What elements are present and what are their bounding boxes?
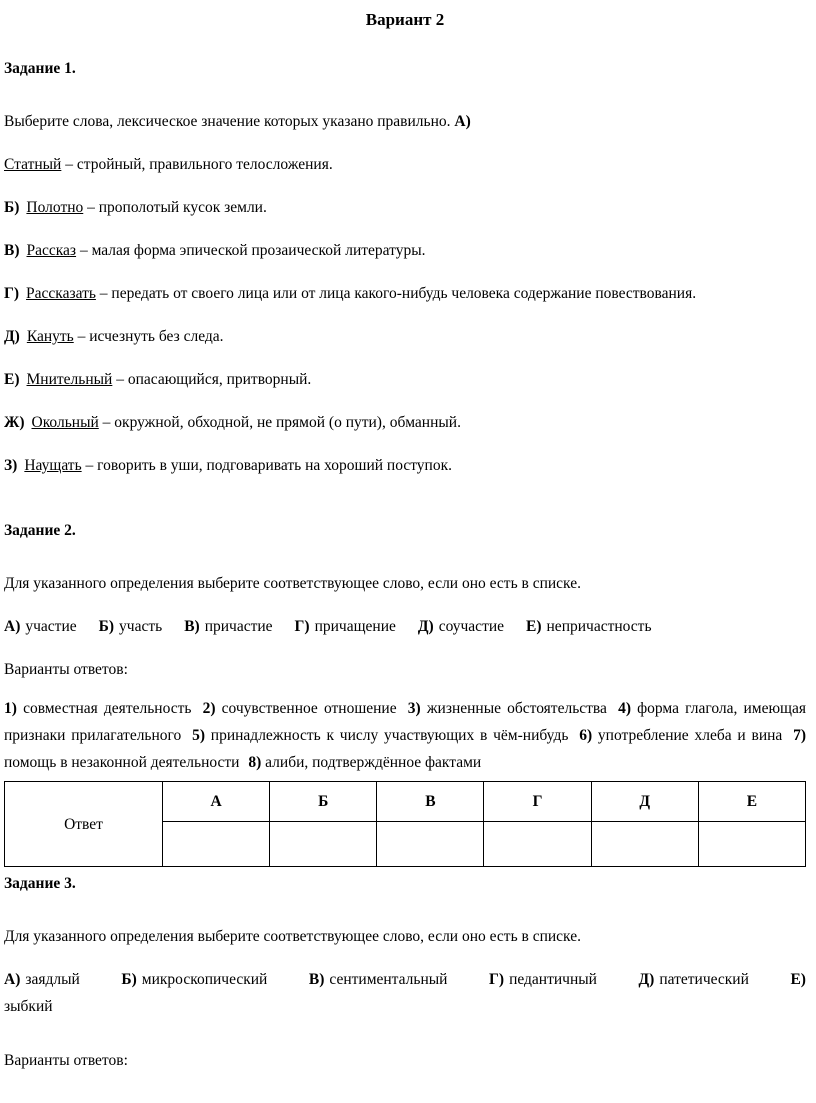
answer-text: жизненные обстоятельства [426,700,607,717]
answer-num: 2) [202,700,216,717]
definition-text: – прополотый кусок земли. [83,199,267,216]
task1-intro-text: Выберите слова, лексическое значение которых указано правильно. [4,113,451,130]
task1-item-g [4,280,806,307]
option-label-d: Д) [4,328,20,345]
task2-option-g [295,613,396,640]
option-label-zh: Ж) [4,414,25,431]
definition-text: – говорить в уши, подговаривать на хороший поступок. [81,457,453,474]
variant-title: Вариант 2 [365,10,445,29]
task3-options-line [4,966,806,993]
task1-item-d [4,323,806,350]
task1-item-e [4,366,806,393]
definition-text: – исчезнуть без следа. [73,328,224,345]
task1-item-zh [4,409,806,436]
answer-num: 1) [4,700,17,717]
task3-option-d [639,966,749,993]
defined-word: Рассказать [26,285,96,302]
answer-text: совместная деятельность [23,700,192,717]
option-text: сентиментальный [329,971,448,988]
answer-cell-d[interactable] [591,822,698,867]
defined-word: Окольный [31,414,99,431]
answer-num: 5) [192,727,205,744]
option-label: А) [4,618,21,635]
option-label-z: З) [4,457,18,474]
answer-cell-a[interactable] [163,822,270,867]
task3-intro: Для указанного определения выберите соответствующее слово, если оно есть в списке. [4,928,581,945]
column-header-v: В [377,782,484,822]
option-text: соучастие [438,618,505,635]
defined-word: Кануть [26,328,74,345]
answer-text: принадлежность к числу участвующих в чём-нибудь [210,727,569,744]
option-text: причащение [314,618,396,635]
task1-heading: Задание 1. [4,60,76,77]
task2-intro: Для указанного определения выберите соответствующее слово, если оно есть в списке. [4,575,581,592]
answer-text: употребление хлеба и вина [597,727,783,744]
option-label: Б) [98,618,115,635]
option-label: В) [184,618,200,635]
answer-cell-v[interactable] [377,822,484,867]
option-label: Г) [294,618,310,635]
answer-cell-g[interactable] [484,822,591,867]
task3-option-g [489,966,597,993]
option-label-g: Г) [4,285,20,302]
task3-option-a [4,966,80,993]
option-label-e: Е) [4,371,20,388]
option-label: Е) [526,618,542,635]
column-header-a: А [163,782,270,822]
task3-option-e-label: Е) [790,971,806,988]
option-label: Д) [417,618,434,635]
option-text: заядлый [25,971,80,988]
column-header-d: Д [591,782,698,822]
definition-text: – стройный, правильного телосложения. [61,156,333,173]
defined-word: Статный [4,156,62,173]
task2-answer-options [4,695,806,776]
task1-item-b [4,194,806,221]
option-text: патетический [659,971,749,988]
task2-options-line [4,613,806,640]
task3-option-v [309,966,448,993]
answer-cell-e[interactable] [698,822,805,867]
option-text: участие [25,618,77,635]
answer-table-header-row [5,782,806,822]
column-header-b: Б [270,782,377,822]
option-text: микроскопический [141,971,268,988]
option-label: Г) [489,971,505,988]
task1-item-a [4,151,806,178]
column-header-e: Е [698,782,805,822]
task2-answers-label: Варианты ответов: [4,661,128,678]
option-text: зыбкий [4,998,53,1015]
task1-item-v [4,237,806,264]
defined-word: Мнительный [26,371,113,388]
task2-option-e [526,613,652,640]
defined-word: Наущать [24,457,82,474]
option-text: причастие [204,618,273,635]
answer-num: 4) [618,700,631,717]
definition-text: – окружной, обходной, не прямой (о пути), обманный. [98,414,461,431]
answer-num: 7) [793,727,807,744]
option-label-a: А) [454,113,471,130]
answer-cell-b[interactable] [270,822,377,867]
option-label: А) [4,971,21,988]
task2-option-v [184,613,272,640]
task1-item-z [4,452,806,479]
task3-answers-label: Варианты ответов: [4,1052,128,1069]
answer-row-label: Ответ [5,782,163,867]
answer-text: сочувственное отношение [221,700,397,717]
defined-word: Полотно [26,199,84,216]
definition-text: – опасающийся, притворный. [112,371,312,388]
option-text: непричастность [546,618,652,635]
answer-num: 3) [407,700,421,717]
definition-text: – малая форма эпической прозаической литературы. [76,242,426,259]
option-label: В) [308,971,325,988]
option-label-b: Б) [4,199,20,216]
option-text: педантичный [509,971,597,988]
task1-intro [4,108,806,135]
column-header-g: Г [484,782,591,822]
answer-num: 6) [579,727,593,744]
option-label: Д) [638,971,655,988]
option-text: участь [119,618,163,635]
answer-text: помощь в незаконной деятельности [4,754,240,771]
definition-text: – передать от своего лица или от лица какого-нибудь человека содержание повествования. [95,285,697,302]
task2-answer-table [4,781,806,867]
answer-num: 8) [248,754,262,771]
task3-heading: Задание 3. [4,875,76,892]
option-label: Б) [121,971,137,988]
defined-word: Рассказ [26,242,77,259]
task2-option-b [99,613,163,640]
task3-option-e-overflow [4,993,806,1020]
task2-option-a [4,613,77,640]
option-label-v: В) [4,242,20,259]
answer-text: форма глагола, имеющая признаки прилагательного [4,700,806,744]
answer-text: алиби, подтверждённое фактами [265,754,482,771]
task2-option-d [418,613,504,640]
task2-heading: Задание 2. [4,522,76,539]
task3-option-b [121,966,267,993]
